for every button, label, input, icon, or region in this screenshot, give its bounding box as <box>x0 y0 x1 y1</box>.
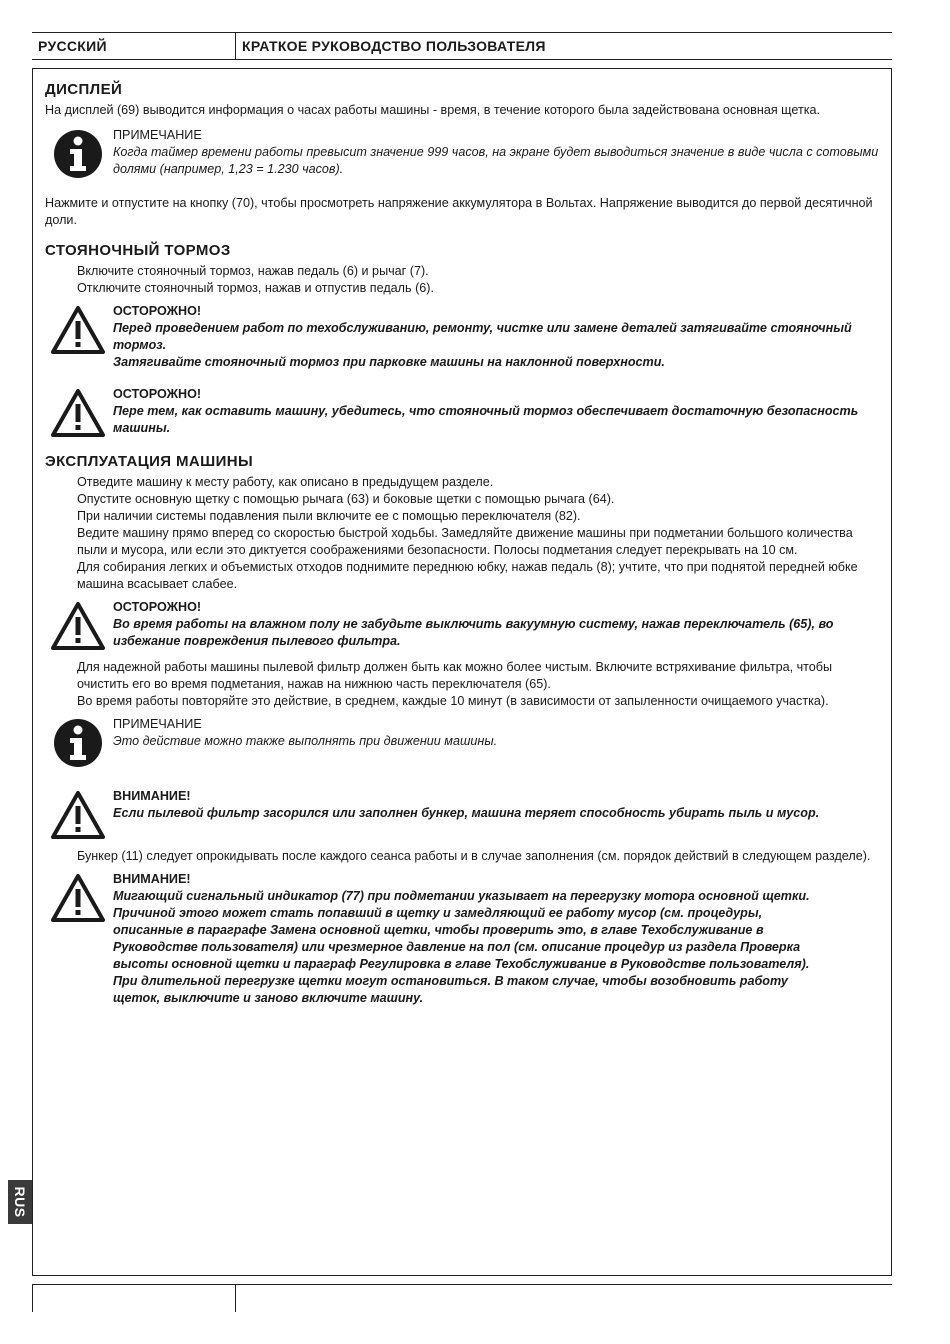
warning-icon <box>51 306 105 354</box>
warning-text: Если пылевой фильтр засорился или заполнен бункер, машина теряет способность убирать пыль и мусор. <box>113 806 820 820</box>
header-title: КРАТКОЕ РУКОВОДСТВО ПОЛЬЗОВАТЕЛЯ <box>242 38 546 54</box>
operation-line-2: Опустите основную щетку с помощью рычага (63) и боковые щетки с помощью рычага (64). <box>77 492 615 506</box>
footer-line <box>32 1284 892 1285</box>
info-icon <box>53 718 103 768</box>
note-text: Это действие можно также выполнять при движении машины. <box>113 734 498 748</box>
note-title: ПРИМЕЧАНИЕ <box>113 128 202 142</box>
parking-line-1: Включите стояночный тормоз, нажав педаль (6) и рычаг (7). <box>77 264 429 278</box>
warning-text: Во время работы на влажном полу не забудьте выключить вакуумную систему, нажав переключатель (65), во избежание повреждения пылевого фильтра. <box>113 617 834 648</box>
language-side-tab <box>8 1180 32 1224</box>
warning-icon <box>51 389 105 437</box>
warning-text: Затягивайте стояночный тормоз при парковке машины на наклонной поверхности. <box>113 355 665 369</box>
warning-text: Перед проведением работ по техобслуживанию, ремонту, чистке или замене деталей затягивайте стояночный тормоз. <box>113 321 852 352</box>
page-header <box>32 32 892 60</box>
warning-title: ОСТОРОЖНО! <box>113 387 202 401</box>
operation-line-3: При наличии системы подавления пыли включите ее с помощью переключателя (82). <box>77 509 581 523</box>
parking-line-2: Отключите стояночный тормоз, нажав и отпустив педаль (6). <box>77 281 434 295</box>
operation-line-6: Для надежной работы машины пылевой фильтр должен быть как можно более чистым. Включите встряхивание фильтра, чтобы очистить его во время подметания, нажав на нижнюю часть переключателя (65). <box>77 660 833 691</box>
warning-text: Пере тем, как оставить машину, убедитесь, что стояночный тормоз обеспечивает достаточную безопасность машины. <box>113 404 859 435</box>
operation-heading: ЭКСПЛУАТАЦИЯ МАШИНЫ <box>45 453 254 470</box>
display-paragraph-1: На дисплей (69) выводится информация о часах работы машины - время, в течение которого была задействована основная щетка. <box>45 103 821 117</box>
warning-block-2 <box>45 386 885 438</box>
operation-line-5: Для собирания легких и объемистых отходов поднимите переднюю юбку, нажав педаль (8); учтите, что при поднятой передней юбке машина всасывает слабее. <box>77 560 858 591</box>
note-title: ПРИМЕЧАНИЕ <box>113 717 202 731</box>
note-block-1 <box>45 127 885 185</box>
info-icon <box>53 129 103 179</box>
warning-title: ВНИМАНИЕ! <box>113 872 191 886</box>
header-language: РУССКИЙ <box>38 38 107 54</box>
operation-line-8: Бункер (11) следует опрокидывать после каждого сеанса работы и в случае заполнения (см. порядок действий в следующем разделе). <box>77 849 871 863</box>
operation-line-4: Ведите машину прямо вперед со скоростью быстрой ходьбы. Замедляйте движение машины при подметании большого количества пыли и мусора, или если это диктуется соображениями безопасности. Полосы подметания следует перекрывать на 10 см. <box>77 526 853 557</box>
warning-title: ВНИМАНИЕ! <box>113 789 191 803</box>
footer-divider <box>235 1284 236 1312</box>
operation-line-1: Отведите машину к месту работу, как описано в предыдущем разделе. <box>77 475 494 489</box>
warning-title: ОСТОРОЖНО! <box>113 304 202 318</box>
warning-icon <box>51 791 105 839</box>
display-paragraph-2: Нажмите и отпустите на кнопку (70), чтобы просмотреть напряжение аккумулятора в Вольтах. Напряжение выводится до первой десятичной доли. <box>45 196 873 227</box>
header-divider <box>235 33 236 59</box>
note-text: Когда таймер времени работы превысит значение 999 часов, на экране будет выводиться значение в виде числа с сотовыми долями (например, 1,23 = 1.230 часов). <box>113 145 879 176</box>
display-heading: ДИСПЛЕЙ <box>45 81 123 98</box>
warning-block-1 <box>45 303 885 371</box>
side-tab-label: RUS <box>12 1186 28 1218</box>
warning-text: Мигающий сигнальный индикатор (77) при подметании указывает на перегрузку мотора основной щетки. Причиной этого может стать попавший в щетку и замедляющий ее работу мусор (см. процедуры, описанные в параграфе Замена основной щетки, чтобы проверить это, в главе Техобслуживание в Руководстве пользователя) или чрезмерное давление на пол (см. описание процедур из раздела Проверка высоты основной щетки и параграф Регулировка в главе Техобслуживание в Руководстве пользователя). При длительной перегрузке щетки могут остановиться. В таком случае, чтобы возобновить работу щеток, выключите и заново включите машину. <box>113 889 810 1005</box>
footer-left-border <box>32 1284 33 1312</box>
parking-heading: СТОЯНОЧНЫЙ ТОРМОЗ <box>45 242 231 259</box>
page-content <box>45 80 885 1007</box>
warning-block-5 <box>45 871 885 1007</box>
warning-block-3 <box>45 599 885 651</box>
note-block-2 <box>45 716 885 774</box>
operation-line-7: Во время работы повторяйте это действие, в среднем, каждые 10 минут (в зависимости от запыленности очищаемого участка). <box>77 694 829 708</box>
warning-title: ОСТОРОЖНО! <box>113 600 202 614</box>
warning-icon <box>51 602 105 650</box>
warning-icon <box>51 874 105 922</box>
warning-block-4 <box>45 788 885 840</box>
